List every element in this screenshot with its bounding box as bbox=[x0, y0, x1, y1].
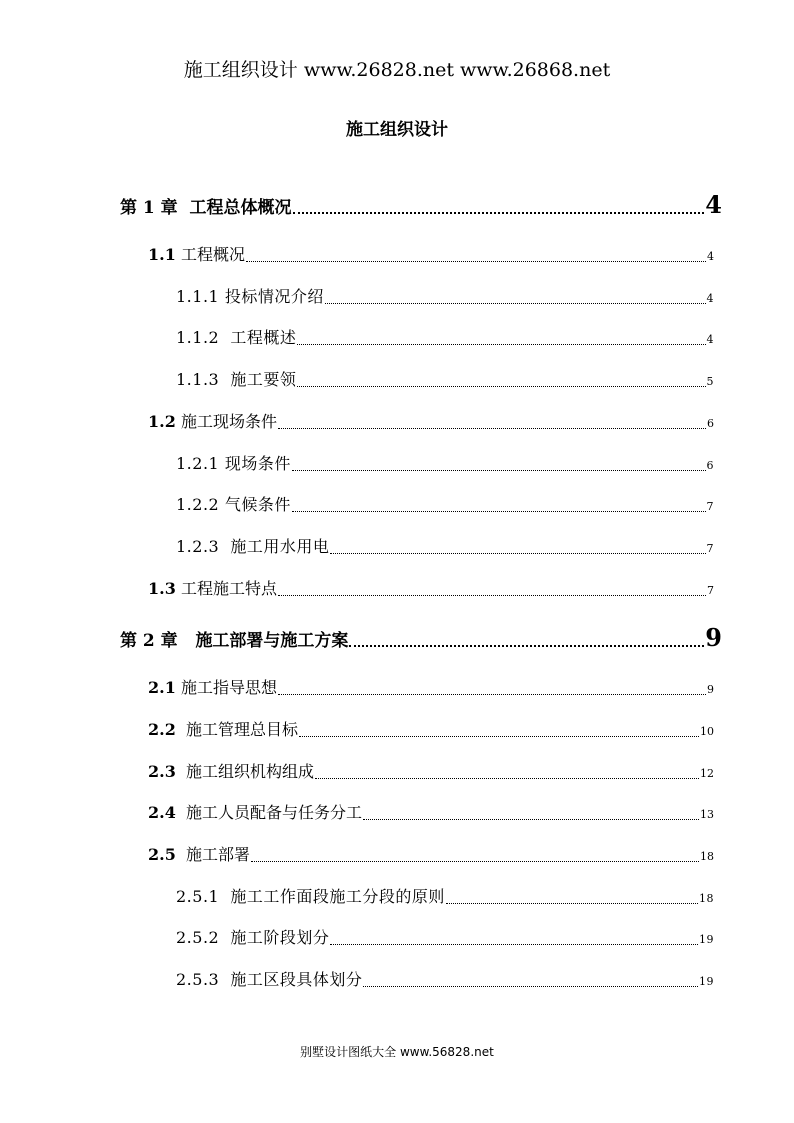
toc-page: 18 bbox=[699, 892, 714, 905]
toc-page: 19 bbox=[699, 933, 714, 946]
toc-page: 19 bbox=[699, 975, 714, 988]
toc-num: 1.3 bbox=[148, 579, 176, 598]
toc-section-1-3[interactable] bbox=[148, 576, 714, 599]
toc-num: 1.2.1 bbox=[176, 454, 220, 473]
toc-chapter-2[interactable] bbox=[120, 623, 722, 652]
toc-leader bbox=[330, 943, 698, 945]
page-header: 施工组织设计 www.26828.net www.26868.net bbox=[183, 59, 611, 81]
toc-subsection-1-2-2[interactable] bbox=[176, 492, 714, 515]
toc-leader bbox=[330, 552, 705, 554]
toc-leader bbox=[278, 693, 706, 695]
toc-title: 施工人员配备与任务分工 bbox=[186, 803, 363, 822]
toc-title: 施工阶段划分 bbox=[230, 928, 330, 947]
toc-page: 12 bbox=[700, 767, 714, 780]
toc-section-1-1[interactable] bbox=[148, 242, 714, 265]
toc-leader bbox=[325, 302, 706, 304]
toc-title: 施工工作面段施工分段的原则 bbox=[230, 887, 445, 906]
toc-subsection-1-1-1[interactable] bbox=[176, 284, 714, 307]
toc-page: 4 bbox=[706, 292, 714, 305]
toc-num: 2.5.2 bbox=[176, 928, 220, 947]
toc-section-2-2[interactable] bbox=[148, 717, 714, 740]
toc-leader bbox=[349, 644, 704, 647]
toc-page: 7 bbox=[706, 542, 714, 555]
toc-num: 2.2 bbox=[148, 720, 176, 739]
toc-subsection-1-2-1[interactable] bbox=[176, 451, 714, 474]
toc-leader bbox=[363, 985, 698, 987]
toc-title: 现场条件 bbox=[224, 454, 291, 473]
toc-leader bbox=[299, 735, 699, 737]
toc-title: 工程概述 bbox=[230, 328, 297, 347]
toc-title: 工程总体概况 bbox=[189, 198, 292, 218]
toc-num: 2.5 bbox=[148, 845, 176, 864]
toc-leader bbox=[297, 385, 705, 387]
toc-page: 4 bbox=[705, 190, 722, 219]
toc-num: 1.2 bbox=[148, 412, 176, 431]
toc-leader bbox=[292, 469, 706, 471]
toc-page: 9 bbox=[707, 683, 714, 696]
toc-page: 7 bbox=[706, 500, 714, 513]
toc-chapter-1[interactable] bbox=[120, 190, 722, 219]
toc-title: 气候条件 bbox=[224, 495, 291, 514]
toc-leader bbox=[297, 343, 705, 345]
toc-num: 1.1.1 bbox=[176, 287, 220, 306]
toc-num: 2.4 bbox=[148, 803, 176, 822]
toc-leader bbox=[315, 777, 699, 779]
toc-title: 施工部署与施工方案 bbox=[195, 631, 349, 651]
toc-title: 施工现场条件 bbox=[180, 412, 277, 431]
toc-subsection-1-2-3[interactable] bbox=[176, 534, 714, 557]
toc-section-2-4[interactable] bbox=[148, 800, 714, 823]
toc-section-2-5[interactable] bbox=[148, 842, 714, 865]
toc-num: 2.3 bbox=[148, 762, 176, 781]
toc-title: 工程概况 bbox=[180, 245, 245, 264]
toc-title: 施工要领 bbox=[230, 370, 297, 389]
document-title: 施工组织设计 bbox=[346, 120, 448, 140]
toc-leader bbox=[251, 860, 699, 862]
toc-num: 1.2.2 bbox=[176, 495, 220, 514]
toc-subsection-2-5-2[interactable] bbox=[176, 925, 714, 948]
toc-title: 施工部署 bbox=[186, 845, 251, 864]
toc-page: 4 bbox=[706, 333, 714, 346]
toc-title: 施工管理总目标 bbox=[186, 720, 299, 739]
toc-num: 第 2 章 bbox=[120, 631, 178, 651]
toc-section-2-1[interactable] bbox=[148, 675, 714, 698]
toc-num: 2.1 bbox=[148, 678, 176, 697]
toc-num: 1.1.2 bbox=[176, 328, 220, 347]
toc-title: 投标情况介绍 bbox=[224, 287, 324, 306]
toc-subsection-1-1-3[interactable] bbox=[176, 367, 714, 390]
toc-leader bbox=[278, 427, 706, 429]
toc-subsection-1-1-2[interactable] bbox=[176, 325, 714, 348]
toc-leader bbox=[292, 510, 706, 512]
toc-leader bbox=[293, 211, 705, 214]
toc-page: 6 bbox=[706, 459, 714, 472]
toc-section-1-2[interactable] bbox=[148, 409, 714, 432]
toc-num: 1.1.3 bbox=[176, 370, 220, 389]
toc-num: 2.5.1 bbox=[176, 887, 220, 906]
toc-leader bbox=[246, 260, 706, 262]
toc-section-2-3[interactable] bbox=[148, 759, 714, 782]
toc-page: 7 bbox=[707, 584, 714, 597]
toc-leader bbox=[363, 818, 699, 820]
toc-page: 9 bbox=[705, 623, 722, 652]
toc-page: 5 bbox=[706, 375, 714, 388]
toc-page: 10 bbox=[700, 725, 714, 738]
toc-title: 施工指导思想 bbox=[180, 678, 277, 697]
toc-title: 施工区段具体划分 bbox=[230, 970, 363, 989]
toc-title: 施工用水用电 bbox=[230, 537, 330, 556]
toc-page: 4 bbox=[707, 250, 714, 263]
toc-title: 施工组织机构组成 bbox=[186, 762, 315, 781]
toc-leader bbox=[278, 594, 706, 596]
toc-page: 13 bbox=[700, 808, 714, 821]
toc-num: 2.5.3 bbox=[176, 970, 220, 989]
toc-num: 1.1 bbox=[148, 245, 176, 264]
toc-title: 工程施工特点 bbox=[180, 579, 277, 598]
toc-num: 第 1 章 bbox=[120, 198, 178, 218]
toc-subsection-2-5-3[interactable] bbox=[176, 967, 714, 990]
toc-page: 6 bbox=[707, 417, 714, 430]
toc-subsection-2-5-1[interactable] bbox=[176, 884, 714, 907]
toc-num: 1.2.3 bbox=[176, 537, 220, 556]
page-footer: 别墅设计图纸大全 www.56828.net bbox=[300, 1045, 494, 1059]
toc-leader bbox=[446, 902, 698, 904]
toc-page: 18 bbox=[700, 850, 714, 863]
